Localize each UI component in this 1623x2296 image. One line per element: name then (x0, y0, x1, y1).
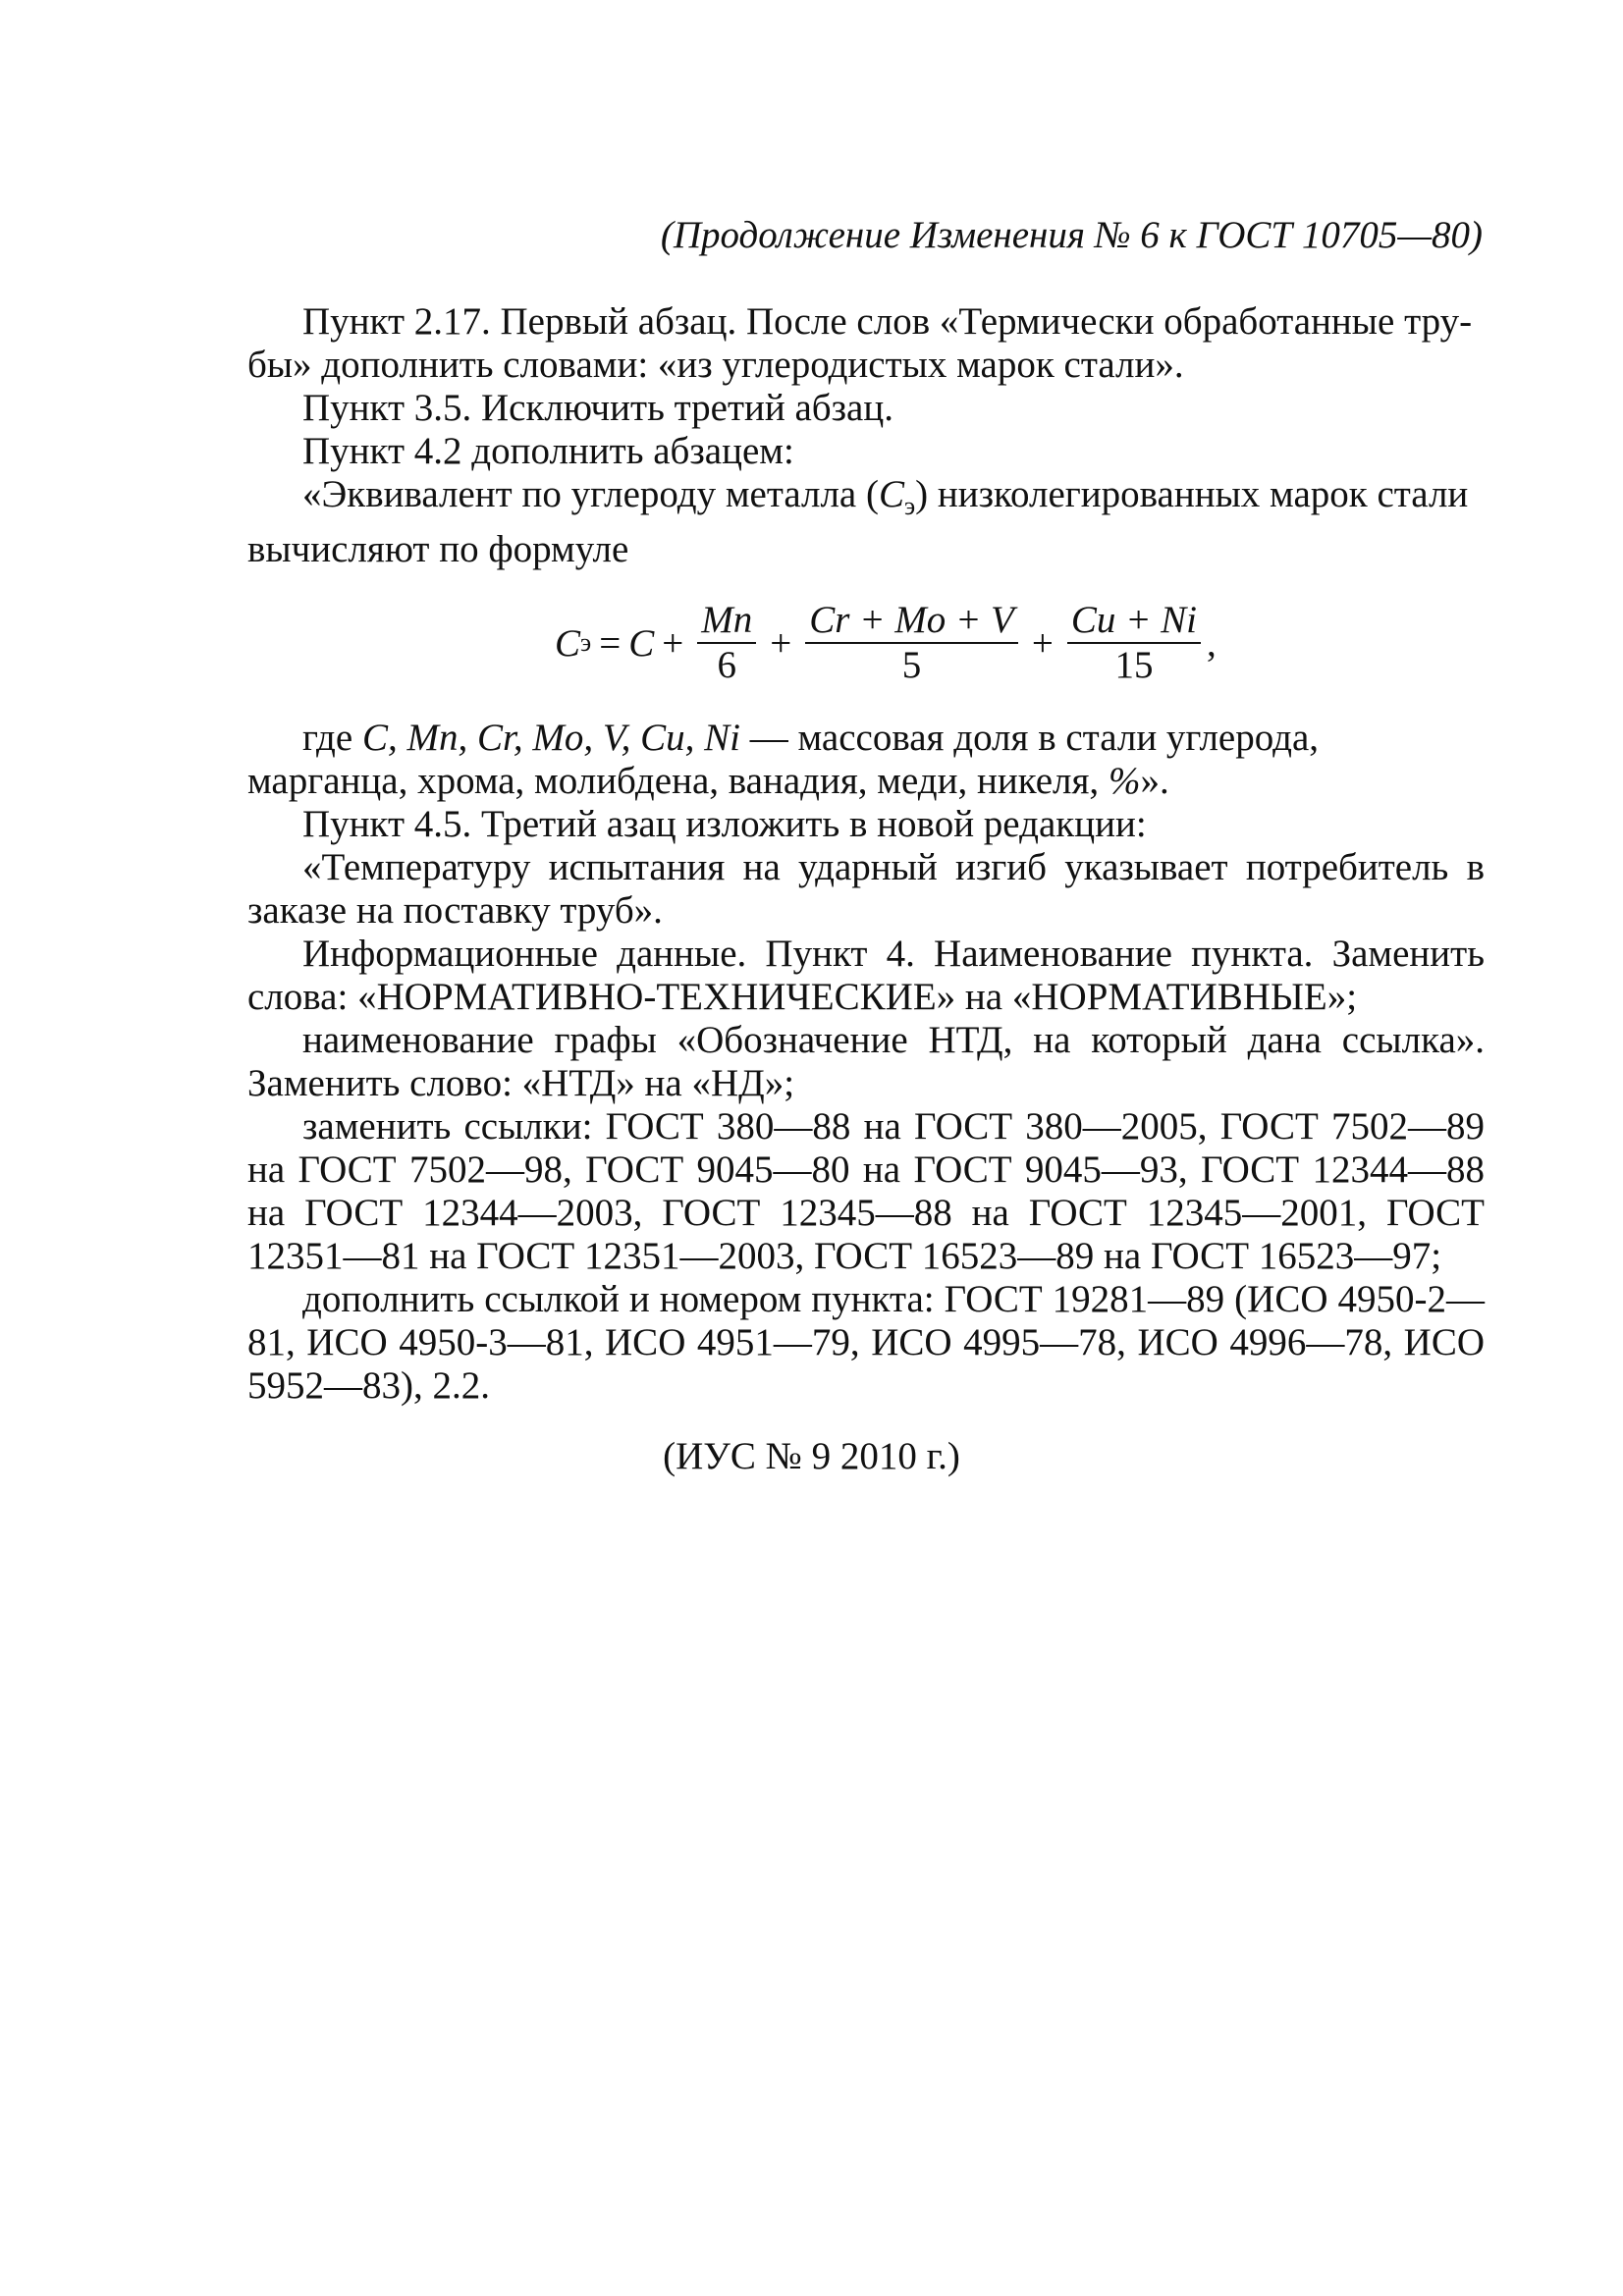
paragraph-4-5: Пункт 4.5. Третий азац изложить в новой редакции: (302, 803, 1147, 845)
paragraph-2-17-line2: бы» дополнить словами: «из углеродистых марок стали». (247, 344, 1184, 386)
carbon-equivalent-formula (0, 594, 1623, 692)
paragraph-info-data: Информационные данные. Пункт 4. Наименование пункта. Заменить слова: «НОРМАТИВНО-ТЕХНИЧЕСКИЕ» на «НОРМАТИВНЫЕ»; (247, 933, 1485, 1018)
continuation-header: (Продолжение Изменения № 6 к ГОСТ 10705—80) (660, 214, 1483, 256)
where-text-c: марганца, хрома, молибдена, ванадия, меди, никеля, (247, 760, 1109, 802)
paragraph-2-17-line1: Пункт 2.17. Первый абзац. После слов «Термически обработанные тру- (302, 300, 1473, 343)
fraction-cuni-numerator: Cu + Ni (1067, 599, 1201, 644)
where-variables: C, Mn, Cr, Mo, V, Cu, Ni (361, 717, 740, 759)
paragraph-replace-refs: заменить ссылки: ГОСТ 380—88 на ГОСТ 380—2005, ГОСТ 7502—89 на ГОСТ 7502—98, ГОСТ 9045—80 на ГОСТ 9045—93, ГОСТ 12344—88 на ГОСТ 12344—2003, ГОСТ 12345—88 на ГОСТ 12345—2001, ГОСТ 12351—81 на ГОСТ 12351—2003, ГОСТ 16523—89 на ГОСТ 16523—97; (247, 1105, 1485, 1277)
formula-plus-2: + (770, 621, 792, 665)
formula-plus-1: + (662, 621, 684, 665)
formula-fraction-crmov (805, 599, 1018, 687)
equivalent-symbol: C (878, 473, 904, 515)
where-text-a: где (302, 717, 362, 759)
formula-fraction-mn (697, 599, 756, 687)
formula-row (555, 594, 1217, 692)
where-percent: % (1108, 760, 1141, 802)
paragraph-equivalent (247, 473, 1485, 528)
formula-intro: вычисляют по формуле (247, 528, 629, 570)
ius-source: (ИУС № 9 2010 г.) (663, 1435, 960, 1477)
paragraph-column-name: наименование графы «Обозначение НТД, на который дана ссылка». Заменить слово: «НТД» на «НД»; (247, 1019, 1485, 1104)
equivalent-text-b: ) низколегированных марок стали (915, 473, 1469, 515)
equivalent-text-a: «Эквивалент по углероду металла ( (302, 473, 879, 515)
paragraph-3-5: Пункт 3.5. Исключить третий абзац. (302, 387, 893, 429)
equivalent-subscript: э (904, 492, 916, 520)
paragraph-temperature: «Температуру испытания на ударный изгиб указывает потребитель в заказе на поставку труб». (247, 846, 1485, 932)
formula-c: C (628, 621, 655, 665)
paragraph-2-17 (247, 300, 1485, 387)
fraction-crmov-numerator: Cr + Mo + V (805, 599, 1018, 644)
fraction-crmov-denominator: 5 (901, 644, 922, 686)
fraction-cuni-denominator: 15 (1114, 644, 1154, 686)
formula-comma: , (1207, 621, 1217, 665)
paragraph-where-cont (247, 760, 1485, 803)
formula-lhs-subscript: э (580, 628, 592, 657)
formula-fraction-cuni (1067, 599, 1201, 687)
fraction-mn-denominator: 6 (717, 644, 736, 686)
formula-equals: = (599, 621, 622, 665)
where-text-b: — массовая доля в стали углерода, (739, 717, 1320, 759)
paragraph-add-ref: дополнить ссылкой и номером пункта: ГОСТ 19281—89 (ИСО 4950-2—81, ИСО 4950-3—81, ИСО 4951—79, ИСО 4995—78, ИСО 4996—78, ИСО 5952—83), 2.2. (247, 1278, 1485, 1407)
fraction-mn-numerator: Mn (697, 599, 756, 644)
intro-text (247, 300, 1485, 571)
formula-plus-3: + (1031, 621, 1054, 665)
main-text (247, 717, 1485, 1408)
where-end: ». (1140, 760, 1169, 802)
formula-lhs-symbol: C (555, 621, 581, 665)
paragraph-where (247, 717, 1485, 760)
paragraph-4-2: Пункт 4.2 дополнить абзацем: (302, 430, 794, 472)
